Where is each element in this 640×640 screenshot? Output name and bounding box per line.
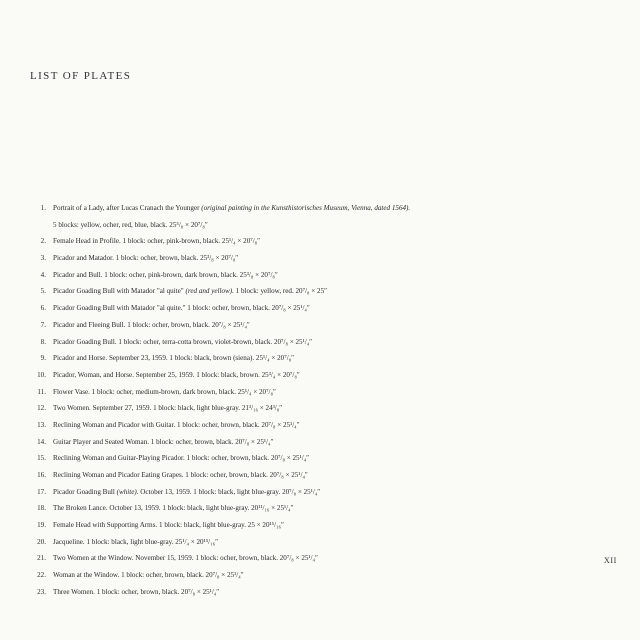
plate-number: 20. <box>37 537 46 546</box>
plate-entry <box>30 434 630 451</box>
plate-entry <box>30 300 630 317</box>
plate-text: The Broken Lance. October 13, 1959. 1 block: black, light blue-gray. 20¹¹/₁₆ × 25¹/₄″ <box>53 504 294 513</box>
plate-number: 19. <box>37 521 46 530</box>
plate-entry <box>30 217 630 234</box>
plate-entry <box>30 567 630 584</box>
plate-text: Reclining Woman and Guitar-Playing Picador. 1 block: ocher, brown, black. 20⁷/₈ × 25¹/₄″ <box>53 454 310 463</box>
plate-description <box>53 567 244 584</box>
plate-number: 21. <box>37 554 46 563</box>
plate-description <box>53 500 294 517</box>
plate-text: Female Head with Supporting Arms. 1 block: black, light blue-gray. 25 × 20¹⁵/₁₆″ <box>53 521 284 530</box>
plate-text: Picador Goading Bull. 1 block: ocher, terra-cotta brown, violet-brown, black. 20⁷/₈ × 25¹/₄″ <box>53 337 313 346</box>
plate-description <box>53 317 250 334</box>
plate-description <box>53 350 294 367</box>
plate-description <box>53 417 300 434</box>
plate-note-italic: (red and yellow). <box>185 287 234 296</box>
plate-description <box>53 283 327 300</box>
plate-note-italic: (original painting in the Kunsthistorisches Museum, Vienna, dated 1564). <box>201 204 411 212</box>
plate-number: 4. <box>40 270 46 279</box>
plate-description <box>53 434 273 451</box>
plate-number: 9. <box>40 354 46 363</box>
plate-number: 23. <box>37 587 46 596</box>
plate-number: 6. <box>40 304 46 313</box>
plate-text: Woman at the Window. 1 block: ocher, brown, black. 20⁷/₈ × 25¹/₄″ <box>53 571 244 580</box>
plate-entry <box>30 584 630 601</box>
plate-number: 2. <box>40 237 46 246</box>
plate-description <box>53 367 300 384</box>
plate-text: Two Women at the Window. November 15, 1959. 1 block: ocher, brown, black. 20⁷/₈ × 25¹/₄″ <box>53 554 318 563</box>
page-number: XII <box>604 556 617 565</box>
plate-entry <box>30 417 630 434</box>
plate-description <box>53 517 284 534</box>
plate-entry <box>30 550 630 567</box>
plate-entry <box>30 250 630 267</box>
plate-number: 18. <box>37 504 46 513</box>
plate-number: 14. <box>37 437 46 446</box>
plate-entry <box>30 517 630 534</box>
page-heading: LIST OF PLATES <box>30 70 132 82</box>
plate-text: October 13, 1959. 1 block: black, light blue-gray. 20⁷/₈ × 25¹/₄″ <box>138 487 321 496</box>
plate-text: Picador and Bull. 1 block: ocher, pink-brown, dark brown, black. 25³/₈ × 20⁷/₈″ <box>53 270 278 279</box>
plate-text: Portrait of a Lady, after Lucas Cranach the Younger <box>53 204 202 212</box>
plate-number: 16. <box>37 471 46 479</box>
plate-entry <box>30 384 630 401</box>
plate-text: Picador and Fleeing Bull. 1 block: ocher, brown, black. 20⁷/₈ × 25¹/₄″ <box>53 320 250 329</box>
plate-number: 8. <box>40 337 46 346</box>
plate-text: Three Women. 1 block: ocher, brown, black. 20⁷/₈ × 25¹/₄″ <box>53 587 220 596</box>
plate-text: Picador and Matador. 1 block: ocher, brown, black. 25³/₈ × 20⁷/₈″ <box>53 254 239 263</box>
plate-number: 7. <box>40 320 46 329</box>
plate-entry <box>30 233 630 250</box>
plates-list <box>30 200 630 601</box>
plate-text: Jacqueline. 1 block: black, light blue-gray. 25¹/₄ × 20¹⁵/₁₆″ <box>53 537 219 546</box>
plate-entry <box>30 450 630 467</box>
plate-text: Reclining Woman and Picador Eating Grapes. 1 block: ocher, brown, black. 20⁷/₈ × 25¹/₄″ <box>53 471 308 479</box>
plate-number: 1. <box>40 204 46 212</box>
plate-text: Picador and Horse. September 23, 1959. 1 block: black, brown (siena). 25¹/₄ × 20⁷/₈″ <box>53 354 295 363</box>
plate-description <box>53 550 318 567</box>
plate-description <box>53 534 218 551</box>
plate-description <box>53 233 260 250</box>
plate-entry <box>30 283 630 300</box>
plate-text: Picador Goading Bull with Matador "al quite." 1 block: ocher, brown, black. 20⁷/₈ × 25¹/₄″ <box>53 304 310 313</box>
plate-entry <box>30 500 630 517</box>
plate-text: Two Women. September 27, 1959. 1 block: black, light blue-gray. 21³/₁₆ × 24³/₈″ <box>53 404 283 413</box>
plate-entry <box>30 534 630 551</box>
plate-description <box>53 334 312 351</box>
plate-number: 17. <box>37 487 46 496</box>
plate-number: 5. <box>40 287 46 296</box>
plate-description <box>53 450 309 467</box>
plate-description <box>53 467 308 484</box>
plate-number: 12. <box>37 404 46 413</box>
plate-number: 22. <box>37 571 46 580</box>
plate-text: 1 block: yellow, red. 20⁷/₈ × 25″ <box>233 287 328 296</box>
plate-entry <box>30 334 630 351</box>
plate-text: Picador Goading Bull with Matador "al quite" <box>53 287 186 296</box>
plate-description <box>53 400 282 417</box>
plate-number: 10. <box>37 370 46 379</box>
plate-entry <box>30 200 630 217</box>
plate-text: Picador, Woman, and Horse. September 25, 1959. 1 block: black, brown. 25³/₄ × 20⁷/₈″ <box>53 370 300 379</box>
plate-number: 13. <box>37 420 46 429</box>
plate-description <box>53 200 410 217</box>
plate-number <box>30 217 46 234</box>
plate-text: Flower Vase. 1 block: ocher, medium-brown, dark brown, black. 25¹/₄ × 20⁷/₈″ <box>53 387 276 396</box>
plate-description <box>53 217 208 234</box>
plate-entry <box>30 267 630 284</box>
plate-number: 11. <box>37 387 46 396</box>
plate-entry <box>30 484 630 501</box>
plate-entry <box>30 367 630 384</box>
plate-entry <box>30 317 630 334</box>
plate-description <box>53 300 310 317</box>
plate-description <box>53 584 219 601</box>
plate-description <box>53 267 278 284</box>
plate-text: Female Head in Profile. 1 block: ocher, pink-brown, black. 25¹/₄ × 20⁷/₈″ <box>53 237 261 246</box>
plate-note-italic: (white). <box>116 487 139 496</box>
plate-text: 5 blocks: yellow, ocher, red, blue, black. 25⁵/₈ × 20⁷/₈″ <box>53 220 208 229</box>
plate-description <box>53 250 238 267</box>
plate-text: Picador Goading Bull <box>53 487 117 496</box>
plate-number: 15. <box>37 454 46 463</box>
plate-description <box>53 484 320 501</box>
plate-text: Guitar Player and Seated Woman. 1 block: ocher, brown, black. 20⁷/₈ × 25¹/₄″ <box>53 437 274 446</box>
plate-description <box>53 384 276 401</box>
plate-entry <box>30 350 630 367</box>
plate-text: Reclining Woman and Picador with Guitar. 1 block: ocher, brown, black. 20⁷/₈ × 25¹/₄″ <box>53 420 300 429</box>
plate-number: 3. <box>40 254 46 263</box>
plate-entry <box>30 467 630 484</box>
plate-entry <box>30 400 630 417</box>
